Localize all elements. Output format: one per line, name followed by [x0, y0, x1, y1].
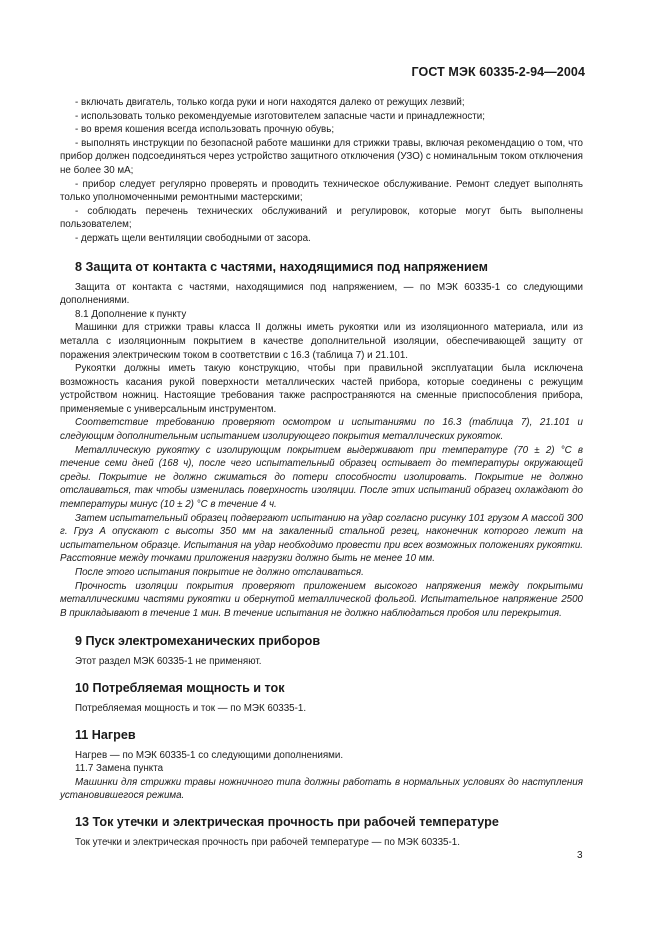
test-paragraph: Прочность изоляции покрытия проверяют приложением высокого напряжения между покрытыми металлическими частями рукоятки и обернутой металлической фольгой. Испытательное напряжение 2500 В прикладывают в течение 1 мин. В течение испытания не должно наблюдаться пробоя или перекрытия.: [60, 580, 583, 619]
list-item: - использовать только рекомендуемые изготовителем запасные части и принадлежности;: [75, 110, 485, 122]
list-item: - соблюдать перечень технических обслуживаний и регулировок, которые могут быть выполнены пользователем;: [60, 205, 583, 231]
section-9-text: Этот раздел МЭК 60335-1 не применяют.: [75, 656, 262, 668]
section-10-text: Потребляемая мощность и ток — по МЭК 60335-1.: [75, 702, 307, 714]
list-item: - во время кошения всегда использовать прочную обувь;: [75, 124, 335, 136]
test-paragraph: После этого испытания покрытие не должно отслаиваться.: [75, 567, 364, 578]
section-11-heading: 11 Нагрев: [75, 727, 136, 742]
document-header: ГОСТ МЭК 60335-2-94—2004: [411, 65, 585, 79]
section-8-heading: 8 Защита от контакта с частями, находящимися под напряжением: [75, 259, 488, 274]
test-paragraph: Соответствие требованию проверяют осмотром и испытаниями по 16.3 (таблица 7), 21.101 и следующим дополнительным испытанием изолирующего покрытия металлических рукояток.: [60, 417, 583, 443]
test-paragraph: Затем испытательный образец подвергают испытанию на удар согласно рисунку 101 грузом А массой 300 г. Груз А опускают с высоты 350 мм на закаленный стальной резец, наконечник которого лежит на испытательном образце. Испытания на удар необходимо провести при всех возможных положениях рукоятки. Расстояние между точками приложения нагрузки должно быть не менее 10 мм.: [60, 512, 583, 565]
page-number: 3: [577, 850, 583, 861]
section-10-heading: 10 Потребляемая мощность и ток: [75, 680, 285, 695]
section-13-heading: 13 Ток утечки и электрическая прочность при рабочей температуре: [75, 814, 499, 829]
test-paragraph: Машинки для стрижки травы ножничного типа должны работать в нормальных условиях до наступления установившегося режима.: [60, 776, 583, 802]
list-item: - держать щели вентиляции свободными от засора.: [75, 232, 311, 244]
section-11-7-subheading: 11.7 Замена пункта: [75, 763, 164, 775]
section-9-heading: 9 Пуск электромеханических приборов: [75, 634, 321, 649]
test-paragraph: Металлическую рукоятку с изолирующим покрытием выдерживают при температуре (70 ± 2) °С в течение семи дней (168 ч), после чего испытательный образец остывает до температуры окружающей среды. Покрытие не должно сжиматься до потери способности изолировать. Покрытие не должно отслаиваться, так чтобы изменилась поверхность изоляции. После этих испытаний образец охлаждают до температуры минус (10 ± 2) °С в течение 4 ч.: [60, 444, 583, 511]
section-8-intro: Защита от контакта с частями, находящимися под напряжением, — по МЭК 60335-1 со следующими дополнениями.: [60, 281, 583, 307]
paragraph: Машинки для стрижки травы класса II должны иметь рукоятки или из изоляционного материала, или из металла с изоляционным покрытием в качестве дополнительной изоляции, обеспечивающей защиту от поражения электрическим током в соответствии с 16.3 (таблица 7) и 21.101.: [60, 322, 583, 361]
list-item: - включать двигатель, только когда руки и ноги находятся далеко от режущих лезвий;: [75, 97, 465, 108]
section-11-text: Нагрев — по МЭК 60335-1 со следующими дополнениями.: [75, 749, 344, 761]
section-8-1-subheading: 8.1 Дополнение к пункту: [75, 308, 187, 320]
section-13-text: Ток утечки и электрическая прочность при рабочей температуре — по МЭК 60335-1.: [75, 836, 460, 848]
paragraph: Рукоятки должны иметь такую конструкцию, чтобы при правильной эксплуатации была исключена возможность касания рукой поверхности металлических частей прибора, которые соединены с режущим устройством ножниц. Настоящие требования также распространяются на сменные приспособления прибора, применяемые с универсальным инструментом.: [60, 363, 583, 415]
bullet-list: [60, 96, 583, 246]
page-body: [60, 96, 583, 850]
list-item: - выполнять инструкции по безопасной работе машинки для стрижки травы, включая рекомендацию о том, что прибор должен подсоединяться через устройство защитного отключения (УЗО) с номинальным током отключения не более 30 мА;: [60, 137, 583, 176]
list-item: - прибор следует регулярно проверять и проводить техническое обслуживание. Ремонт следует выполнять только уполномоченными ремонтными мастерскими;: [60, 178, 583, 204]
